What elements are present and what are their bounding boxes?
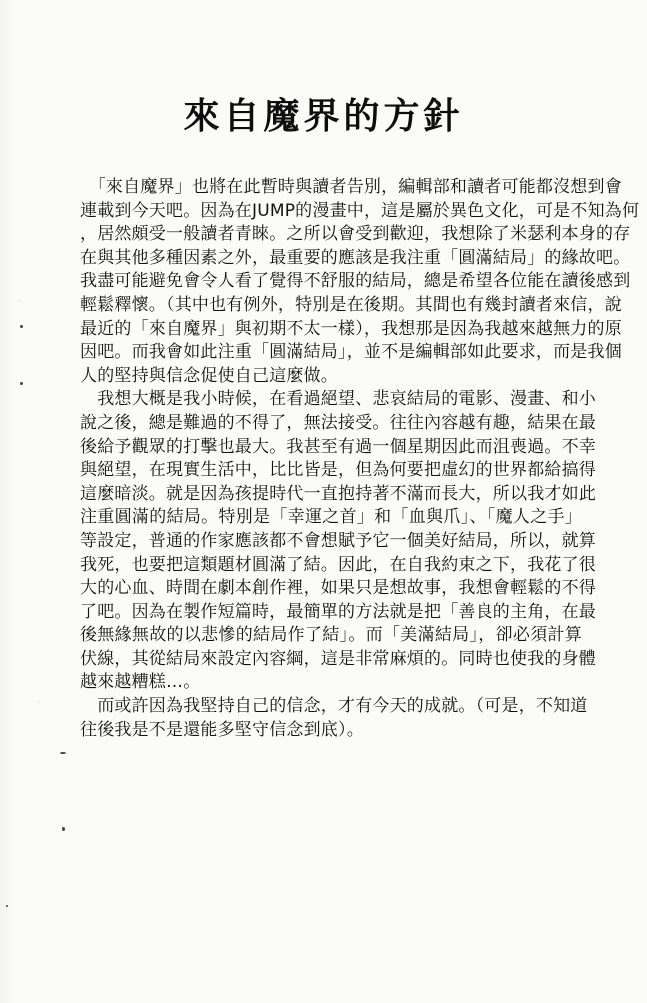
text-line: 後無緣無故的以悲慘的結局作了結」。而「美滿結局」，卻必須計算 — [80, 625, 582, 646]
text-line: 人的堅持與信念促使自己這麼做。 — [80, 365, 338, 386]
text-line: 後給予觀眾的打擊也最大。我甚至有過一個星期因此而沮喪過。不幸 — [80, 436, 596, 457]
text-line: 說之後，總是難過的不得了，無法接受。往往內容越有趣，結果在最 — [80, 412, 596, 433]
text-line: 大的心血、時間在劇本創作裡，如果只是想故事，我想會輕鬆的不得 — [80, 578, 596, 599]
article-body — [80, 176, 640, 742]
text-line: 注重圓滿的結局。特別是「幸運之首」和「血與爪」、「魔人之手」 — [80, 507, 582, 528]
scan-speck — [6, 905, 8, 907]
text-line: 等設定，普通的作家應該都不會想賦予它一個美好結局，所以，就算 — [80, 530, 596, 551]
text-line: 往後我是不是還能多堅守信念到底）。 — [80, 719, 364, 740]
text-line: 我盡可能避免會令人看了覺得不舒服的結局，總是希望各位能在讀後感到 — [80, 271, 631, 292]
text-line: 我死，也要把這類題材圓滿了結。因此，在自我約束之下，我花了很 — [80, 554, 596, 575]
paragraph-2 — [80, 388, 596, 695]
text-line: 這麼暗淡。就是因為孩提時代一直抱持著不滿而長大，所以我才如此 — [80, 483, 596, 504]
text-line: 與絕望，在現實生活中，比比皆是，但為何要把虛幻的世界都給搞得 — [80, 460, 596, 481]
text-line: 最近的「來自魔界」與初期不太一樣），我想那是因為我越來越無力的原 — [80, 318, 622, 339]
text-line: 伏線，其從結局來設定內容綱，這是非常麻煩的。同時也使我的身體 — [80, 648, 596, 669]
paragraph-3 — [80, 695, 588, 742]
scan-speck — [62, 827, 65, 831]
text-line: 了吧。因為在製作短篇時，最簡單的方法就是把「善良的主角，在最 — [80, 601, 596, 622]
text-line: 越來越糟糕…。 — [80, 672, 201, 693]
scan-speck — [20, 382, 23, 385]
text-line: 「來自魔界」也將在此暫時與讀者告別，編輯部和讀者可能都沒想到會 — [80, 177, 622, 197]
text-line: 在與其他多種因素之外，最重要的應該是我注重「圓滿結局」的緣故吧。 — [80, 247, 631, 268]
text-line: 因吧。而我會如此注重「圓滿結局」，並不是編輯部如此要求，而是我個 — [80, 342, 622, 363]
scan-speck — [20, 325, 23, 328]
paragraph-1 — [80, 176, 640, 388]
text-line: ，居然頗受一般讀者青睞。之所以會受到歡迎，我想除了米瑟利本身的存 — [80, 224, 631, 245]
scan-speck — [60, 752, 66, 754]
text-line: 我想大概是我小時候，在看過絕望、悲哀結局的電影、漫畫、和小 — [80, 389, 596, 410]
text-line: 而或許因為我堅持自己的信念，才有今天的成就。（可是，不知道 — [80, 696, 588, 717]
text-line: 連載到今天吧。因為在JUMP的漫畫中，這是屬於異色文化，可是不知為何 — [80, 200, 640, 221]
page-title: 來自魔界的方針 — [183, 96, 464, 137]
text-line: 輕鬆釋懷。（其中也有例外，特別是在後期。其間也有幾封讀者來信，說 — [80, 294, 622, 315]
